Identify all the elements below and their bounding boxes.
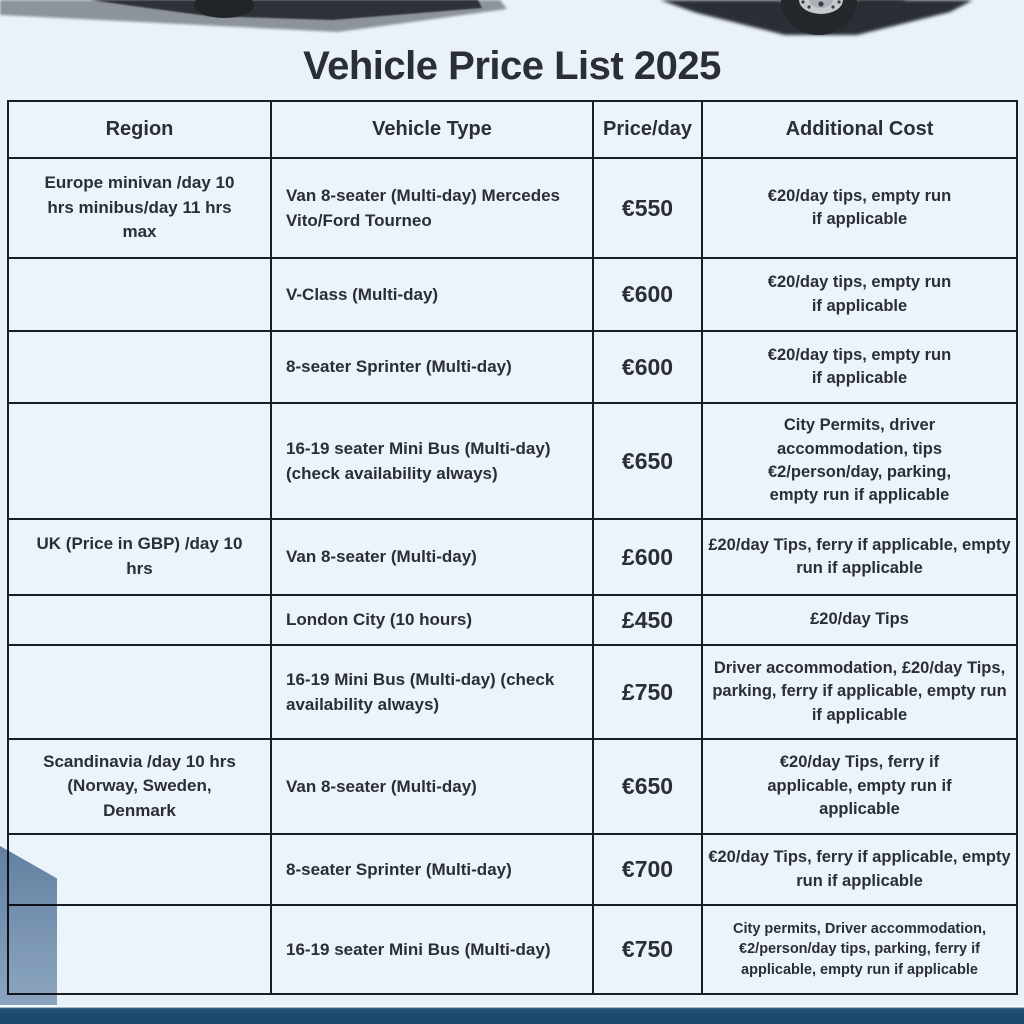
cell-region: Europe minivan /day 10 hrs minibus/day 11 hrs max: [8, 158, 271, 258]
cell-region: [8, 403, 271, 519]
van-body-silhouette: [90, 0, 482, 20]
table-row: [8, 158, 1017, 258]
cell-region: [8, 905, 271, 994]
hubcap-ring: [809, 0, 833, 8]
cell-price: €650: [593, 739, 702, 834]
table-row: [8, 331, 1017, 403]
column-header-additional-cost: Additional Cost: [702, 101, 1017, 158]
cell-additional-cost: Driver accommodation, £20/day Tips, parking, ferry if applicable, empty run if applicable: [702, 645, 1017, 739]
cell-additional-cost: £20/day Tips: [702, 595, 1017, 645]
cell-additional-cost: €20/day tips, empty run if applicable: [702, 158, 1017, 258]
column-header-vehicle-type: Vehicle Type: [271, 101, 593, 158]
cell-region: [8, 595, 271, 645]
cell-vehicle-type: V-Class (Multi-day): [271, 258, 593, 331]
cell-region: [8, 331, 271, 403]
cell-additional-cost: City Permits, driver accommodation, tips €2/person/day, parking, empty run if applicable: [702, 403, 1017, 519]
tire-silhouette: [781, 0, 857, 35]
column-header-price-day: Price/day: [593, 101, 702, 158]
van-ground-shadow: [0, 0, 507, 32]
cell-price: €550: [593, 158, 702, 258]
cell-additional-cost: €20/day tips, empty run if applicable: [702, 258, 1017, 331]
cell-additional-cost: City permits, Driver accommodation, €2/person/day tips, parking, ferry if applicable, empty run if applicable: [702, 905, 1017, 994]
price-table-body: [8, 158, 1017, 994]
footer-bar: [0, 1005, 1024, 1024]
cell-price: £600: [593, 519, 702, 595]
hubcap-center-cap: [818, 1, 823, 6]
cell-vehicle-type: 8-seater Sprinter (Multi-day): [271, 834, 593, 905]
cell-vehicle-type: Van 8-seater (Multi-day) Mercedes Vito/Ford Tourneo: [271, 158, 593, 258]
cell-vehicle-type: Van 8-seater (Multi-day): [271, 739, 593, 834]
cell-price: €600: [593, 331, 702, 403]
table-row: [8, 905, 1017, 994]
column-header-region: Region: [8, 101, 271, 158]
table-row: [8, 595, 1017, 645]
vehicle-body-fragment: [857, 0, 907, 11]
cell-additional-cost: €20/day Tips, ferry if applicable, empty run if applicable: [702, 834, 1017, 905]
cell-region: [8, 645, 271, 739]
cell-price: €650: [593, 403, 702, 519]
cell-price: €700: [593, 834, 702, 905]
price-table: [7, 100, 1018, 995]
van-wheel-silhouette: [194, 0, 254, 18]
cell-region: UK (Price in GBP) /day 10 hrs: [8, 519, 271, 595]
table-row: [8, 519, 1017, 595]
cell-price: €600: [593, 258, 702, 331]
table-row: [8, 403, 1017, 519]
price-table-header: [8, 101, 1017, 158]
bus-wheel-graphic: [645, 0, 975, 45]
van-photo-fragment: [0, 0, 520, 40]
cell-price: €750: [593, 905, 702, 994]
header-row: [8, 101, 1017, 158]
lug-nut: [807, 5, 810, 8]
table-row: [8, 645, 1017, 739]
cell-region: [8, 258, 271, 331]
van-underside-shadow-graphic: [0, 0, 520, 40]
lug-nut: [801, 0, 804, 3]
cell-price: £750: [593, 645, 702, 739]
cell-price: £450: [593, 595, 702, 645]
cell-vehicle-type: Van 8-seater (Multi-day): [271, 519, 593, 595]
table-row: [8, 739, 1017, 834]
cell-vehicle-type: 8-seater Sprinter (Multi-day): [271, 331, 593, 403]
table-row: [8, 258, 1017, 331]
cell-additional-cost: €20/day tips, empty run if applicable: [702, 331, 1017, 403]
page-title: Vehicle Price List 2025: [303, 44, 721, 88]
table-row: [8, 834, 1017, 905]
cell-region: Scandinavia /day 10 hrs (Norway, Sweden, Denmark: [8, 739, 271, 834]
bus-wheel-photo-fragment: [645, 0, 975, 45]
wheel-ground-shadow: [660, 0, 973, 35]
cell-vehicle-type: 16-19 seater Mini Bus (Multi-day): [271, 905, 593, 994]
lug-nut: [837, 0, 840, 3]
cell-region: [8, 834, 271, 905]
cell-additional-cost: £20/day Tips, ferry if applicable, empty run if applicable: [702, 519, 1017, 595]
cell-additional-cost: €20/day Tips, ferry if applicable, empty run if applicable: [702, 739, 1017, 834]
cell-vehicle-type: 16-19 Mini Bus (Multi-day) (check availability always): [271, 645, 593, 739]
cell-vehicle-type: London City (10 hours): [271, 595, 593, 645]
lug-nut: [831, 5, 834, 8]
cell-vehicle-type: 16-19 seater Mini Bus (Multi-day) (check availability always): [271, 403, 593, 519]
hubcap-icon: [799, 0, 843, 14]
